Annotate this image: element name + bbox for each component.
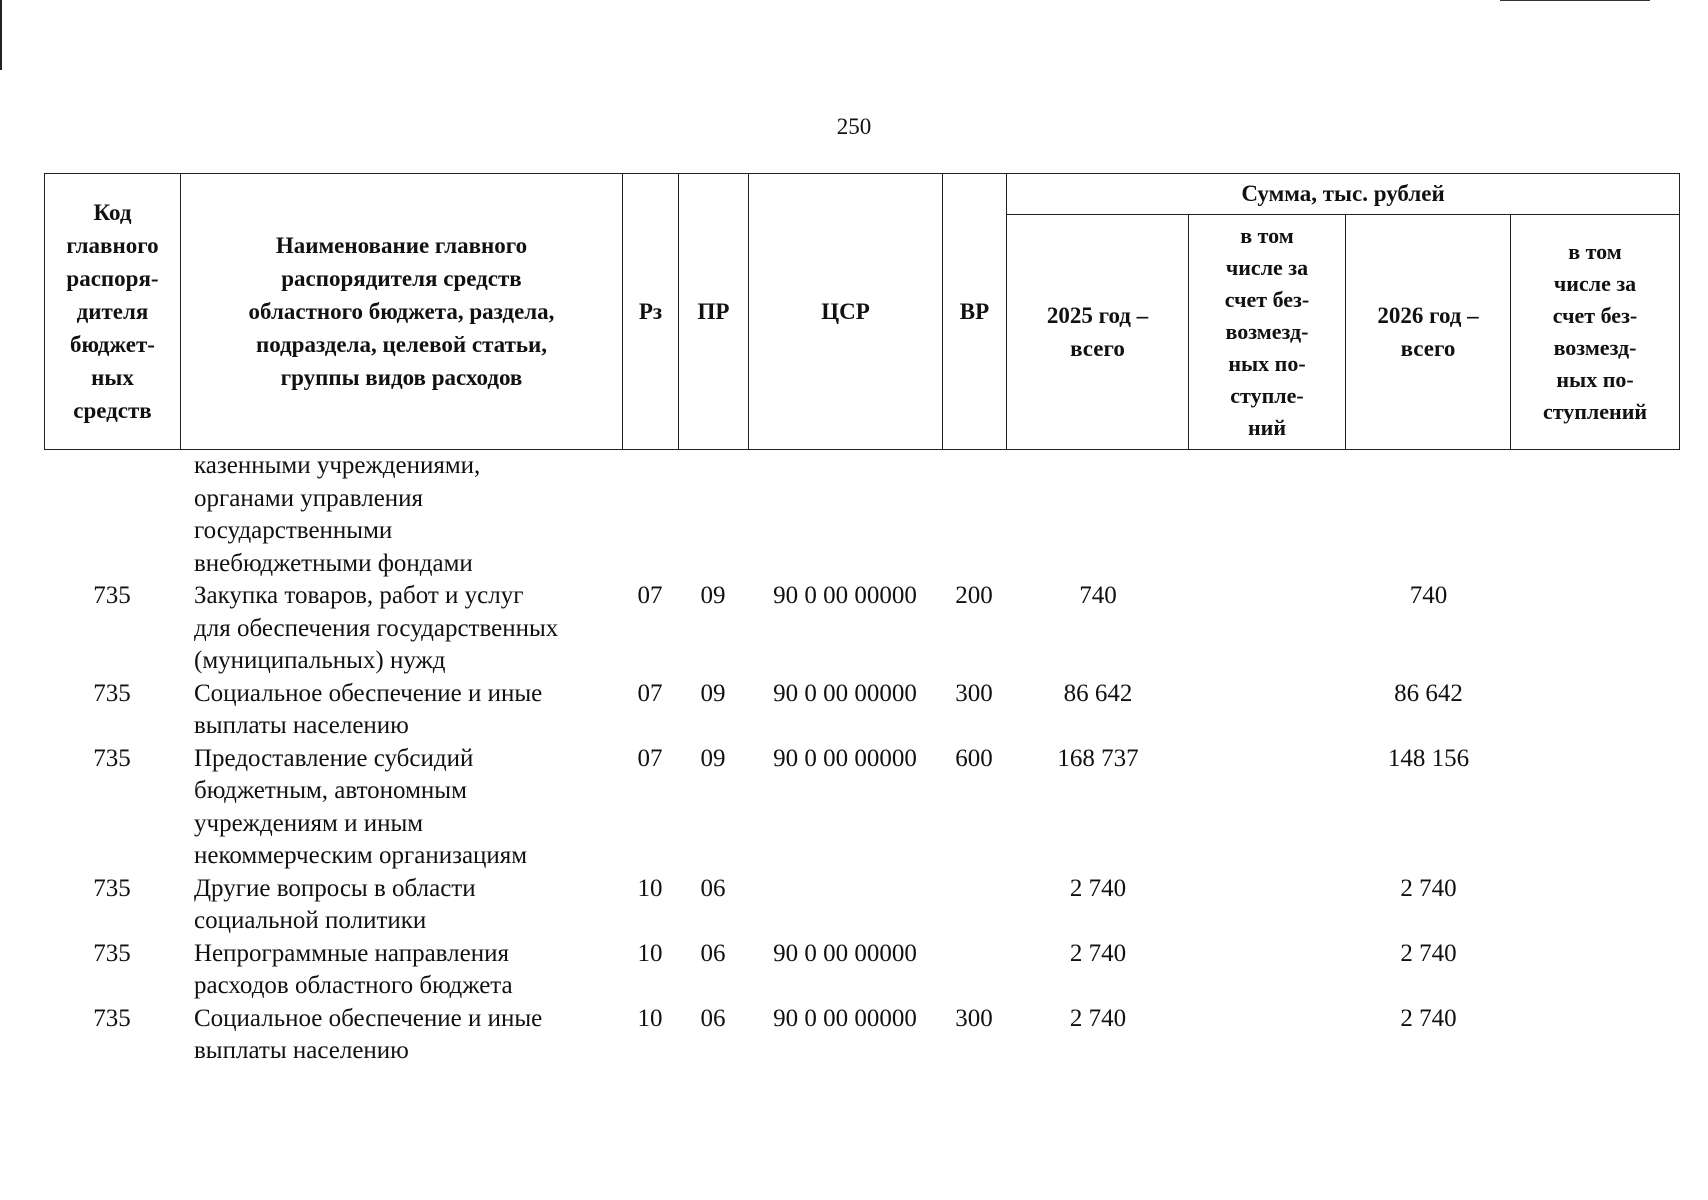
row-code: 735: [93, 582, 131, 609]
row-2026-total: 86 642: [1394, 679, 1463, 707]
table-row: [44, 450, 1679, 580]
row-2026-total: 2 740: [1400, 939, 1457, 967]
header-sum: Сумма, тыс. рублей: [1007, 174, 1680, 215]
row-name-line: выплаты населению: [194, 1037, 409, 1064]
row-rz: 07: [637, 744, 663, 772]
row-2026-total: 2 740: [1400, 1004, 1457, 1032]
row-name-line: для обеспечения государственных: [194, 614, 559, 642]
row-name-line: некоммерческим организациям: [194, 842, 528, 869]
row-name-line: расходов областного бюджета: [194, 972, 513, 999]
row-name-line: бюджетным, автономным: [194, 777, 467, 804]
row-name-line: казенными учреждениями,: [194, 452, 481, 479]
row-pr: 09: [700, 582, 726, 609]
row-vr: 600: [955, 744, 993, 772]
row-csr: 90 0 00 00000: [773, 679, 917, 707]
row-name-line: органами управления: [194, 484, 424, 512]
row-csr: 90 0 00 00000: [773, 1004, 917, 1032]
row-name: [194, 743, 634, 873]
header-2025-free: в том числе за счет без- возмезд- ных по- ступле- ний: [1189, 215, 1346, 450]
row-2025-total: 2 740: [1069, 939, 1127, 967]
row-code: 735: [93, 744, 131, 772]
row-2025-total: 86 642: [1063, 679, 1133, 707]
header-rz: Рз: [623, 174, 679, 450]
row-2025-total: 168 737: [1057, 744, 1139, 772]
row-vr: 300: [955, 1004, 993, 1032]
row-code: 735: [93, 679, 131, 707]
row-pr: 06: [700, 874, 726, 902]
row-code: 735: [93, 1004, 131, 1032]
table-row: [44, 743, 1679, 873]
row-name-line: внебюджетными фондами: [194, 549, 473, 577]
row-name: [194, 938, 634, 1003]
row-code: 735: [93, 939, 131, 967]
row-code: 735: [93, 874, 131, 902]
row-name-line: Предоставление субсидий: [194, 744, 474, 772]
header-2026-free: в том числе за счет без- возмезд- ных по- ступлений: [1511, 215, 1680, 450]
header-csr: ЦСР: [749, 174, 943, 450]
row-name: [194, 580, 634, 678]
row-csr: 90 0 00 00000: [773, 744, 917, 772]
table-row: [44, 580, 1679, 678]
table-header: [44, 173, 1680, 450]
table-row: [44, 873, 1679, 938]
row-rz: 07: [637, 679, 663, 707]
scan-edge-mark: [0, 0, 2, 70]
row-name-line: государственными: [194, 517, 393, 544]
row-name-line: Закупка товаров, работ и услуг: [194, 582, 524, 609]
row-name-line: Социальное обеспечение и иные: [194, 1004, 543, 1032]
header-2026-total: 2026 год – всего: [1346, 215, 1511, 450]
row-name-line: выплаты населению: [194, 712, 409, 739]
row-pr: 09: [700, 679, 726, 707]
row-name-line: Социальное обеспечение и иные: [194, 679, 543, 707]
header-vr: ВР: [943, 174, 1007, 450]
header-name: Наименование главного распорядителя средств областного бюджета, раздела, подраздела, целевой статьи, группы видов расходов: [181, 174, 623, 450]
row-2025-total: 2 740: [1069, 874, 1127, 902]
header-2025-total: 2025 год – всего: [1007, 215, 1189, 450]
row-name-line: Другие вопросы в области: [194, 874, 476, 902]
header-code: Код главного распоря- дителя бюджет- ных средств: [45, 174, 181, 450]
row-csr: 90 0 00 00000: [773, 582, 917, 609]
row-rz: 10: [637, 874, 663, 902]
row-name-line: учреждениям и иным: [194, 809, 424, 837]
page-number: 250: [836, 114, 872, 139]
row-name: [194, 678, 634, 743]
row-rz: 10: [637, 1004, 663, 1032]
row-name: [194, 873, 634, 938]
row-2026-total: 148 156: [1387, 744, 1470, 772]
row-pr: 06: [700, 939, 726, 967]
row-vr: 300: [955, 679, 993, 707]
row-csr: 90 0 00 00000: [773, 939, 917, 967]
row-2025-total: 2 740: [1069, 1004, 1127, 1032]
row-pr: 06: [700, 1004, 726, 1032]
row-name: [194, 1003, 634, 1068]
row-vr: 200: [955, 582, 993, 609]
table-body: [44, 450, 1679, 1068]
row-2026-total: 2 740: [1400, 874, 1457, 902]
row-name-line: (муниципальных) нужд: [194, 647, 446, 674]
row-2025-total: 740: [1079, 582, 1117, 609]
row-name-line: Непрограммные направления: [194, 939, 509, 967]
scan-top-line: [1500, 0, 1650, 1]
row-rz: 10: [637, 939, 663, 967]
row-name: [194, 450, 634, 580]
table-row: [44, 1003, 1679, 1068]
row-2026-total: 740: [1409, 582, 1448, 609]
header-pr: ПР: [679, 174, 749, 450]
row-pr: 09: [700, 744, 726, 772]
row-name-line: социальной политики: [194, 907, 427, 934]
table-row: [44, 938, 1679, 1003]
row-rz: 07: [637, 582, 663, 609]
table-row: [44, 678, 1679, 743]
